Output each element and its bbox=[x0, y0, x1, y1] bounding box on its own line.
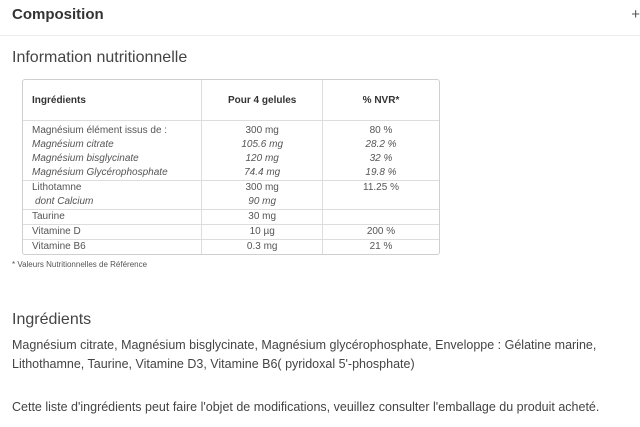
row-nvr: 28.2 % bbox=[365, 139, 397, 150]
row-nvr: 11.25 % bbox=[363, 182, 399, 193]
nvr-footnote: * Valeurs Nutritionnelles de Référence bbox=[12, 260, 148, 269]
nutrition-table bbox=[22, 79, 440, 255]
row-name: Magnésium bisglycinate bbox=[23, 152, 202, 166]
row-amount: 300 mg bbox=[202, 181, 323, 196]
row-name: Vitamine D bbox=[23, 225, 202, 240]
ingredients-title: Ingrédients bbox=[12, 311, 92, 328]
divider bbox=[0, 35, 640, 36]
row-name: Magnésium Glycérophosphate bbox=[23, 166, 202, 181]
row-nvr: 19.8 % bbox=[323, 166, 440, 181]
composition-header[interactable] bbox=[12, 6, 640, 28]
header-ingredients: Ingrédients bbox=[23, 80, 202, 121]
table-row bbox=[23, 166, 439, 181]
ingredients-notice: Cette liste d'ingrédients peut faire l'objet de modifications, veuillez consulter l'emballage du produit acheté. bbox=[12, 400, 600, 414]
composition-title: Composition bbox=[12, 6, 104, 23]
row-nvr: 200 % bbox=[323, 225, 440, 240]
row-nvr: 21 % bbox=[369, 241, 393, 252]
row-nvr bbox=[323, 210, 440, 225]
header-nvr: % NVR* bbox=[323, 80, 440, 121]
row-amount: 90 mg bbox=[202, 195, 323, 210]
table-row bbox=[23, 121, 439, 139]
row-nvr: 80 % bbox=[369, 125, 393, 136]
row-amount: 105.6 mg bbox=[202, 138, 323, 152]
row-name: Magnésium citrate bbox=[23, 138, 202, 152]
table-row bbox=[23, 240, 439, 255]
table-row bbox=[23, 181, 439, 196]
table-row bbox=[23, 225, 439, 240]
row-amount: 10 µg bbox=[202, 225, 323, 240]
table-header-row bbox=[23, 80, 439, 121]
row-name: Magnésium élément issus de : bbox=[23, 121, 202, 139]
row-amount: 0.3 mg bbox=[202, 240, 323, 255]
row-amount: 30 mg bbox=[202, 210, 323, 225]
ingredients-text: Magnésium citrate, Magnésium bisglycinate, Magnésium glycérophosphate, Enveloppe : Gélatine marine, Lithothamne, Taurine, Vitamine D3, Vitamine B6( pyridoxal 5'-phosphate) bbox=[12, 338, 597, 371]
header-amount: Pour 4 gelules bbox=[202, 80, 323, 121]
expand-icon[interactable]: + bbox=[631, 6, 640, 23]
table-row bbox=[23, 138, 439, 152]
row-name: dont Calcium bbox=[23, 195, 202, 210]
row-name: Taurine bbox=[23, 210, 202, 225]
row-nvr: 32 % bbox=[369, 153, 393, 164]
row-amount: 300 mg bbox=[202, 121, 323, 139]
table-row bbox=[23, 152, 439, 166]
nutrition-title: Information nutritionnelle bbox=[12, 49, 188, 66]
table-row bbox=[23, 195, 439, 210]
table-row bbox=[23, 210, 439, 225]
row-nvr bbox=[323, 195, 440, 210]
row-amount: 74.4 mg bbox=[202, 166, 323, 181]
row-name: Lithotamne bbox=[23, 181, 202, 196]
row-name: Vitamine B6 bbox=[23, 240, 202, 255]
row-amount: 120 mg bbox=[202, 152, 323, 166]
